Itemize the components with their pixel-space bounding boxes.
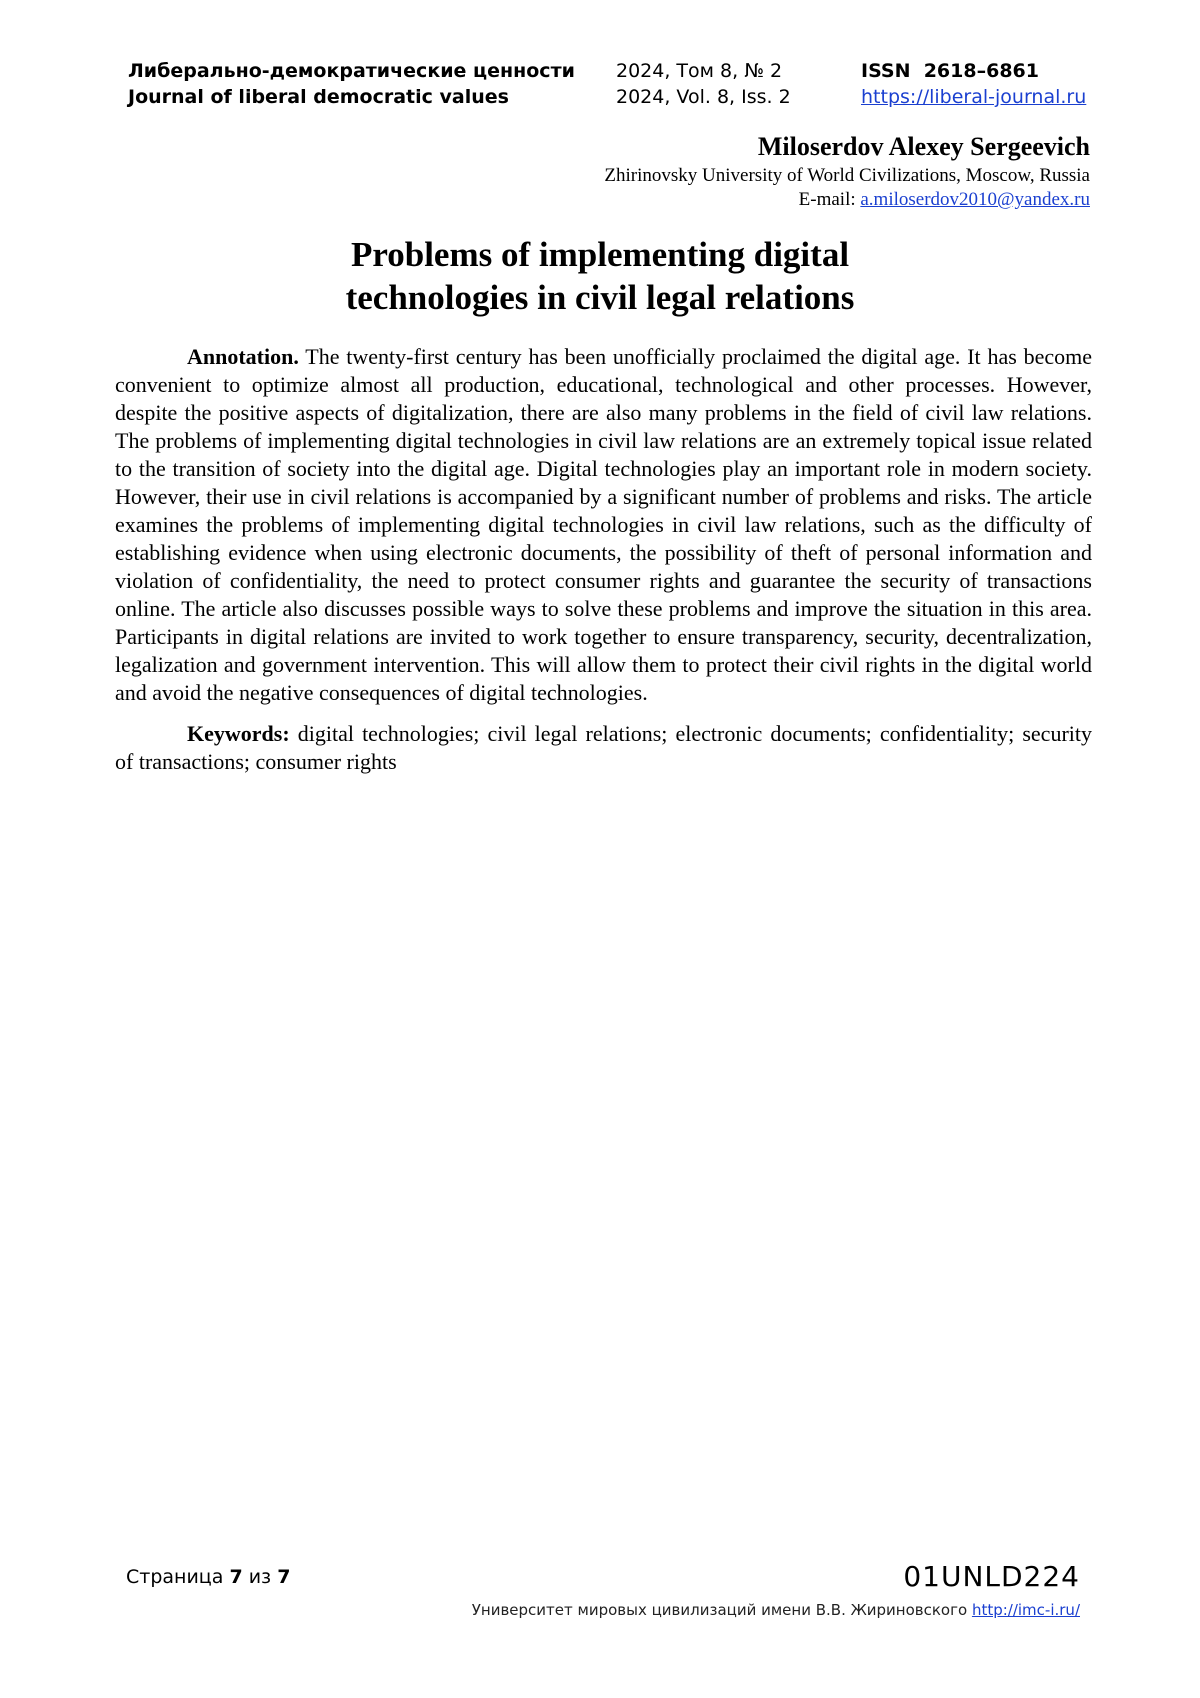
issue-en: 2024, Vol. 8, Iss. 2 — [616, 86, 791, 108]
journal-name-en: Journal of liberal democratic values — [128, 86, 509, 108]
annotation-label: Annotation. — [187, 344, 299, 369]
email-label: E-mail: — [798, 189, 861, 210]
author-block — [604, 130, 1090, 212]
title-line-2: technologies in civil legal relations — [345, 278, 855, 317]
keywords-text: digital technologies; civil legal relations; electronic documents; confidentiality; security of transactions; consumer rights — [115, 721, 1092, 774]
title-line-1: Problems of implementing digital — [350, 235, 850, 274]
abstract-section — [115, 343, 1092, 776]
issue-ru: 2024, Том 8, № 2 — [616, 60, 783, 82]
journal-url-link[interactable]: https://liberal-journal.ru — [861, 86, 1087, 108]
author-name: Miloserdov Alexey Sergeevich — [757, 132, 1090, 161]
page-word: Страница — [126, 1566, 230, 1588]
university-footer — [472, 1601, 1080, 1619]
email-link[interactable]: a.miloserdov2010@yandex.ru — [860, 189, 1090, 210]
university-url-link[interactable]: http://imc-i.ru/ — [971, 1601, 1080, 1619]
issn-block — [861, 58, 1086, 110]
author-email — [604, 188, 1090, 212]
journal-name-ru: Либерально-демократические ценности — [128, 60, 575, 82]
document-code: 01UNLD224 — [903, 1560, 1080, 1593]
journal-name — [128, 58, 575, 110]
author-affiliation: Zhirinovsky University of World Civilizations, Moscow, Russia — [604, 165, 1090, 186]
keywords-paragraph — [115, 720, 1092, 776]
page-total: 7 — [277, 1566, 291, 1588]
university-name: Университет мировых цивилизаций имени В.В. Жириновского — [471, 1601, 972, 1619]
page-current: 7 — [229, 1566, 243, 1588]
page-counter — [126, 1566, 290, 1588]
article-title — [0, 233, 1200, 319]
page-header — [0, 58, 1200, 110]
annotation-text: The twenty-first century has been unofficially proclaimed the digital age. It has become convenient to optimize almost all production, educational, technological and other processes. However, despite the positive aspects of digitalization, there are also many problems in the field of civil law relations. The problems of implementing digital technologies in civil law relations are an extremely topical issue related to the transition of society into the digital age. Digital technologies play an important role in modern society. However, their use in civil relations is accompanied by a significant number of problems and risks. The article examines the problems of implementing digital technologies in civil law relations, such as the difficulty of establishing evidence when using electronic documents, the possibility of theft of personal information and violation of confidentiality, the need to protect consumer rights and guarantee the security of transactions online. The article also discusses possible ways to solve these problems and improve the situation in this area. Participants in digital relations are invited to work together to ensure transparency, security, decentralization, legalization and government intervention. This will allow them to protect their civil rights in the digital world and avoid the negative consequences of digital technologies. — [115, 344, 1092, 705]
annotation-paragraph — [115, 343, 1092, 707]
issue-info — [616, 58, 791, 110]
keywords-label: Keywords: — [187, 721, 290, 746]
issn: ISSN 2618–6861 — [861, 60, 1039, 82]
of-word: из — [242, 1566, 278, 1588]
